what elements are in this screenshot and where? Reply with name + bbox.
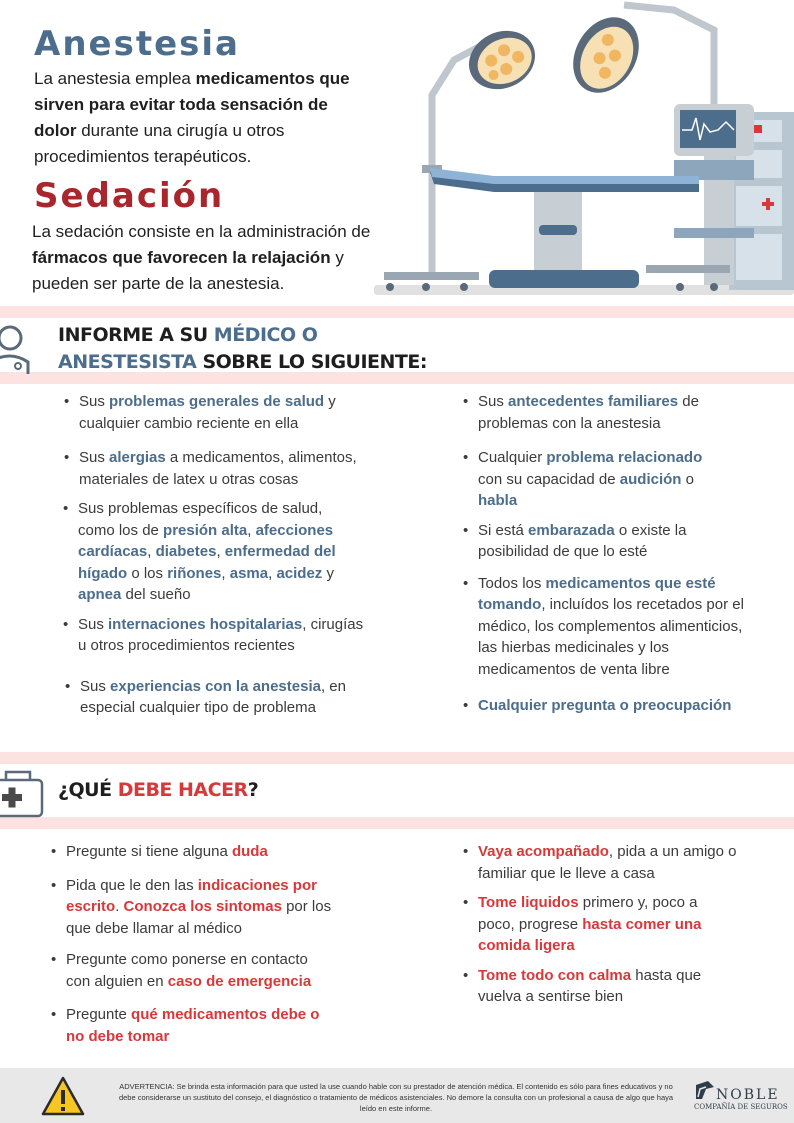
list-item-highlight: indicaciones por escrito [66, 876, 317, 915]
anestesia-description [34, 66, 374, 170]
informe-heading [58, 322, 478, 376]
list-item-text: , [147, 543, 156, 560]
list-item-text: por los que debe llamar al médico [66, 898, 332, 937]
que-hacer-list-left [66, 841, 346, 1047]
informe-heading-part-4: SOBRE LO SIGUIENTE: [196, 351, 427, 373]
list-item [478, 695, 748, 717]
list-item-text: Sus problemas específicos de salud, como los de [78, 500, 323, 539]
list-item-text: o [681, 470, 694, 488]
disclaimer-text: ADVERTENCIA: Se brinda esta información para que usted la use cuando hable con su prestador de atención médica. El contenido es sólo para fines educativos y no debe considerarse un sustituto del consejo, el diagnóstico o tratamiento de médicos asistenciales. No demore la consulta con un profesional a causa de algo que haya leído en este informe. [118, 1082, 674, 1113]
list-item-text: Pregunte [66, 1006, 132, 1023]
list-item-highlight: presión alta [163, 521, 248, 539]
operating-room-illustration [374, 0, 794, 300]
list-item-highlight: antecedentes familiares [508, 393, 679, 410]
informe-heading-part-3: ANESTESISTA [58, 351, 197, 373]
list-item-text: Sus [79, 393, 110, 410]
list-item-highlight: asma [229, 564, 269, 582]
list-item-highlight: Vaya acompañado [478, 843, 609, 860]
list-item-highlight: Tome liquidos [478, 894, 579, 911]
list-item-highlight: acidez [276, 564, 323, 582]
list-item [80, 676, 379, 719]
que-hacer-heading-part-3: ? [247, 779, 259, 801]
sedacion-description [32, 219, 377, 297]
list-item [478, 447, 718, 512]
que-hacer-heading-part-2: DEBE HACER [117, 779, 248, 801]
list-item-highlight: apnea [78, 586, 122, 603]
que-hacer-heading [58, 777, 258, 804]
doctor-icon [0, 320, 32, 374]
title-sedacion: Sedación [34, 176, 225, 216]
anestesia-text-1: La anestesia emplea [34, 69, 196, 88]
medical-kit-icon [0, 768, 44, 818]
list-item [66, 875, 338, 940]
list-item-highlight: alergias [109, 449, 166, 466]
list-item-text: Sus [478, 393, 509, 410]
anestesia-bold-1: medicamentos que sirven para evitar toda sensación de dolor [34, 69, 350, 140]
list-item-highlight: qué medicamentos debe o no debe tomar [66, 1006, 320, 1045]
list-item [478, 841, 748, 884]
list-item [478, 573, 748, 681]
list-item-text: y [322, 564, 334, 582]
sedacion-bold-1: fármacos que favorecen la relajación [32, 248, 331, 267]
list-item-highlight: caso de emergencia [167, 972, 312, 990]
list-item-text: Pregunte si tiene alguna [66, 843, 232, 860]
list-item-text: de problemas con la anestesia [478, 393, 699, 432]
sedacion-text-1: La sedación consiste en la administración de [32, 222, 371, 241]
noble-logo-icon [694, 1079, 716, 1101]
list-item-text: , pida a un amigo o familiar que le lleve a casa [478, 843, 737, 882]
list-item-text: primero y, poco a poco, progrese [478, 894, 698, 933]
list-item-text: Sus [79, 449, 110, 466]
list-item [66, 1004, 336, 1047]
list-item-text: , [247, 521, 256, 539]
informe-heading-part-2: MÉDICO O [213, 324, 318, 346]
list-item-text: , [268, 564, 277, 582]
list-item-highlight: Cualquier pregunta o preocupación [478, 697, 732, 714]
divider-band-bottom-2 [0, 817, 794, 829]
list-item [66, 841, 346, 863]
anestesia-text-2: durante una cirugía u otros procedimientos terapéuticos. [34, 121, 285, 166]
list-item-highlight: riñones [167, 564, 222, 582]
list-item-text: Sus [78, 615, 109, 633]
list-item-highlight: Conozca los sintomas [123, 898, 282, 915]
list-item-highlight: problema relacionado [546, 449, 703, 466]
list-item-text: Pida que le den las [66, 876, 198, 894]
list-item-highlight: diabetes [155, 543, 217, 560]
list-item-text: a medicamentos, alimentos, materiales de latex u otras cosas [79, 449, 357, 488]
warning-icon [40, 1075, 86, 1117]
list-item-highlight: experiencias con la anestesia [110, 677, 321, 695]
list-item [478, 520, 708, 563]
list-item [478, 892, 718, 957]
title-anestesia: Anestesia [34, 24, 240, 64]
list-item-highlight: Tome todo con calma [478, 966, 632, 984]
brand-logo [694, 1081, 790, 1113]
list-item-text: , [221, 564, 230, 582]
list-item-highlight: medicamentos que esté tomando [478, 574, 716, 613]
divider-band-top-2 [0, 752, 794, 764]
list-item [78, 614, 373, 657]
list-item [79, 447, 379, 490]
list-item-text: y cualquier cambio reciente en ella [79, 393, 336, 432]
informe-heading-part-1: INFORME A SU [58, 324, 214, 346]
list-item-text: Sus [80, 677, 111, 695]
list-item-highlight: internaciones hospitalarias [108, 615, 303, 633]
list-item-text: con su capacidad de [478, 470, 620, 488]
list-item-text: Cualquier [478, 449, 547, 466]
list-item-text: , cirugías u otros procedimientos recientes [78, 615, 364, 654]
list-item-text: del sueño [121, 586, 191, 603]
list-item-text: Pregunte como ponerse en contacto con alguien en [66, 951, 308, 990]
list-item-highlight: afecciones cardíacas [78, 521, 334, 560]
list-item [66, 949, 331, 992]
que-hacer-heading-part-1: ¿QUÉ [58, 779, 118, 801]
divider-band-top [0, 306, 794, 318]
list-item-text: , en especial cualquier tipo de problema [80, 677, 346, 716]
que-hacer-list-right [478, 841, 748, 1008]
list-item-highlight: enfermedad del hígado [78, 543, 336, 582]
list-item-text: o existe la posibilidad de que lo esté [478, 521, 687, 560]
list-item-text: o los [127, 564, 168, 582]
informe-list-right [478, 391, 748, 717]
list-item-highlight: hasta comer una comida ligera [478, 915, 702, 954]
informe-list-left [79, 391, 379, 719]
list-item-highlight: embarazada [528, 521, 615, 539]
list-item-highlight: audición [619, 470, 682, 488]
brand-name: NOBLE [716, 1087, 780, 1103]
list-item [78, 498, 353, 606]
list-item-text: Todos los [478, 574, 546, 592]
list-item-highlight: problemas generales de salud [109, 393, 325, 410]
list-item-text: , [216, 543, 225, 560]
list-item-highlight: duda [231, 843, 268, 860]
brand-subtitle: COMPAÑÍA DE SEGUROS [694, 1103, 788, 1111]
sedacion-text-2: y pueden ser parte de la anestesia. [32, 248, 344, 293]
list-item [79, 391, 379, 434]
list-item [478, 391, 723, 434]
list-item [478, 965, 713, 1008]
list-item-text: hasta que vuelva a sentirse bien [478, 966, 702, 1005]
list-item-text: , incluídos los recetados por el médico, los complementos alimenticios, las hierbas medicinales y los medicamentos de venta libre [478, 596, 744, 678]
list-item-text: Si está [478, 521, 529, 539]
list-item-highlight: habla [478, 492, 518, 509]
list-item-text: . [115, 898, 124, 915]
